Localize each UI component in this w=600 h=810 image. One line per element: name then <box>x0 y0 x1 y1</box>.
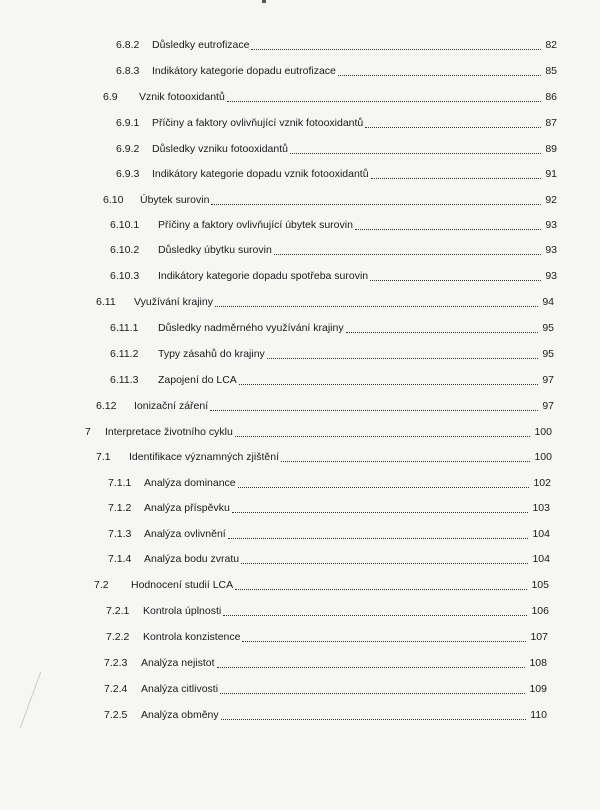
toc-entry[interactable] <box>0 192 600 208</box>
toc-entry-page: 87 <box>545 117 557 129</box>
toc-entry-page: 110 <box>530 709 547 721</box>
toc-entry-number: 7.2.2 <box>106 631 130 643</box>
toc-dot-leader <box>371 168 542 179</box>
toc-entry-title: Příčiny a faktory ovlivňující vznik fotooxidantů <box>152 117 364 129</box>
toc-entry[interactable] <box>0 89 600 105</box>
toc-entry[interactable] <box>0 424 600 440</box>
toc-entry-page: 92 <box>545 194 557 206</box>
toc-entry-number: 6.11.2 <box>110 348 139 360</box>
toc-entry-title: Úbytek surovin <box>140 194 210 206</box>
toc-entry[interactable] <box>0 655 600 671</box>
toc-dot-leader <box>346 322 539 333</box>
toc-entry-title: Analýza citlivosti <box>141 683 219 695</box>
toc-entry-title: Důsledky úbytku surovin <box>158 244 272 256</box>
toc-entry-number: 6.12 <box>96 400 117 412</box>
toc-dot-leader <box>355 219 541 230</box>
toc-entry-title: Důsledky eutrofizace <box>152 39 250 51</box>
toc-dot-leader <box>210 400 538 411</box>
toc-dot-leader <box>267 348 539 359</box>
toc-entry[interactable] <box>0 115 600 131</box>
toc-entry-page: 86 <box>545 91 557 103</box>
toc-dot-leader <box>235 579 527 590</box>
toc-dot-leader <box>274 244 542 255</box>
toc-entry-page: 102 <box>533 477 551 489</box>
toc-entry[interactable] <box>0 37 600 53</box>
toc-entry-page: 94 <box>542 296 554 308</box>
toc-entry-page: 91 <box>545 168 557 180</box>
toc-dot-leader <box>232 502 529 513</box>
toc-entry-title: Analýza ovlivnění <box>144 528 226 540</box>
toc-entry-title: Kontrola úplnosti <box>143 605 222 617</box>
toc-dot-leader <box>370 270 541 281</box>
toc-entry-title: Indikátory kategorie dopadu eutrofizace <box>152 65 336 77</box>
toc-entry-page: 105 <box>531 579 549 591</box>
toc-entry[interactable] <box>0 551 600 567</box>
toc-entry-title: Analýza nejistot <box>141 657 215 669</box>
toc-entry-number: 7.1.3 <box>108 528 132 540</box>
toc-entry-page: 82 <box>545 39 557 51</box>
toc-entry-title: Důsledky vzniku fotooxidantů <box>152 143 288 155</box>
toc-entry-title: Analýza příspěvku <box>144 502 230 514</box>
toc-entry-title: Analýza bodu zvratu <box>144 553 240 565</box>
toc-entry-page: 103 <box>532 502 550 514</box>
toc-entry[interactable] <box>0 320 600 336</box>
toc-entry-number: 6.9.2 <box>116 143 140 155</box>
toc-entry[interactable] <box>0 577 600 593</box>
toc-entry-title: Vznik fotooxidantů <box>139 91 225 103</box>
toc-entry-title: Analýza obměny <box>141 709 219 721</box>
toc-entry-page: 93 <box>545 244 557 256</box>
toc-dot-leader <box>228 528 529 539</box>
toc-entry-title: Indikátory kategorie dopadu vznik fotooxidantů <box>152 168 369 180</box>
toc-entry-title: Zapojení do LCA <box>158 374 237 386</box>
toc-entry-page: 93 <box>545 219 557 231</box>
toc-entry-number: 7.1.4 <box>108 553 132 565</box>
toc-entry[interactable] <box>0 63 600 79</box>
toc-entry-page: 107 <box>530 631 548 643</box>
toc-entry-number: 7.2.4 <box>104 683 128 695</box>
toc-entry[interactable] <box>0 398 600 414</box>
toc-dot-leader <box>242 631 526 642</box>
toc-dot-leader <box>281 451 530 462</box>
toc-entry[interactable] <box>0 372 600 388</box>
toc-entry[interactable] <box>0 141 600 157</box>
toc-dot-leader <box>221 709 527 720</box>
toc-entry[interactable] <box>0 475 600 491</box>
toc-entry[interactable] <box>0 242 600 258</box>
toc-entry[interactable] <box>0 217 600 233</box>
toc-entry-number: 7.2.5 <box>104 709 128 721</box>
toc-entry-number: 6.8.3 <box>116 65 140 77</box>
toc-entry[interactable] <box>0 449 600 465</box>
toc-entry-page: 97 <box>542 400 554 412</box>
toc-entry-page: 85 <box>545 65 557 77</box>
toc-entry-title: Hodnocení studií LCA <box>131 579 234 591</box>
toc-entry-title: Využívání krajiny <box>134 296 213 308</box>
toc-entry-number: 6.11.3 <box>110 374 139 386</box>
toc-entry[interactable] <box>0 707 600 723</box>
toc-entry[interactable] <box>0 500 600 516</box>
toc-dot-leader <box>241 553 528 564</box>
toc-entry-number: 6.8.2 <box>116 39 140 51</box>
toc-entry-page: 104 <box>532 528 550 540</box>
toc-entry-title: Důsledky nadměrného využívání krajiny <box>158 322 344 334</box>
toc-entry-title: Ionizační záření <box>134 400 209 412</box>
toc-entry-page: 109 <box>529 683 547 695</box>
toc-entry[interactable] <box>0 526 600 542</box>
toc-entry-page: 95 <box>542 348 554 360</box>
toc-entry-number: 7.1.1 <box>108 477 132 489</box>
toc-entry-page: 108 <box>529 657 547 669</box>
toc-dot-leader <box>227 91 542 102</box>
toc-entry[interactable] <box>0 681 600 697</box>
toc-entry-page: 95 <box>542 322 554 334</box>
toc-dot-leader <box>217 657 526 668</box>
toc-entry-number: 6.10 <box>103 194 124 206</box>
toc-entry-number: 6.10.1 <box>110 219 140 231</box>
toc-entry[interactable] <box>0 166 600 182</box>
toc-entry-page: 100 <box>534 451 552 463</box>
toc-entry-number: 7.2 <box>94 579 109 591</box>
toc-entry-number: 6.9.3 <box>116 168 140 180</box>
toc-entry-number: 7.2.3 <box>104 657 128 669</box>
toc-entry-number: 7.2.1 <box>106 605 130 617</box>
toc-entry[interactable] <box>0 603 600 619</box>
toc-entry-title: Indikátory kategorie dopadu spotřeba surovin <box>158 270 369 282</box>
toc-entry-number: 7 <box>85 426 91 438</box>
toc-dot-leader <box>238 477 530 488</box>
toc-entry-page: 89 <box>545 143 557 155</box>
toc-dot-leader <box>223 605 527 616</box>
toc-entry-title: Kontrola konzistence <box>143 631 241 643</box>
toc-dot-leader <box>235 426 531 437</box>
toc-entry-title: Identifikace významných zjištění <box>129 451 279 463</box>
toc-entry-number: 7.1 <box>96 451 111 463</box>
toc-entry-number: 6.9.1 <box>116 117 140 129</box>
toc-entry[interactable] <box>0 346 600 362</box>
toc-entry-number: 7.1.2 <box>108 502 132 514</box>
toc-entry-title: Typy zásahů do krajiny <box>158 348 265 360</box>
toc-entry-page: 93 <box>545 270 557 282</box>
toc-dot-leader <box>338 65 541 76</box>
toc-entry-page: 97 <box>542 374 554 386</box>
toc-entry[interactable] <box>0 268 600 284</box>
toc-entry-title: Interpretace životního cyklu <box>105 426 233 438</box>
toc-entry-title: Příčiny a faktory ovlivňující úbytek surovin <box>158 219 353 231</box>
toc-entry-number: 6.10.2 <box>110 244 140 256</box>
toc-dot-leader <box>251 39 541 50</box>
toc-entry-page: 106 <box>531 605 549 617</box>
toc-entry-page: 104 <box>532 553 550 565</box>
toc-entry-number: 6.11.1 <box>110 322 139 334</box>
toc-dot-leader <box>211 194 541 205</box>
toc-entry-page: 100 <box>534 426 552 438</box>
toc-dot-leader <box>365 117 541 128</box>
toc-entry[interactable] <box>0 294 600 310</box>
toc-entry-number: 6.9 <box>103 91 118 103</box>
toc-entry-title: Analýza dominance <box>144 477 236 489</box>
toc-dot-leader <box>290 143 541 154</box>
scan-mark <box>262 0 266 3</box>
toc-entry-number: 6.11 <box>96 296 116 308</box>
toc-dot-leader <box>215 296 538 307</box>
toc-dot-leader <box>239 374 539 385</box>
toc-entry-number: 6.10.3 <box>110 270 140 282</box>
toc-dot-leader <box>220 683 525 694</box>
toc-entry[interactable] <box>0 629 600 645</box>
